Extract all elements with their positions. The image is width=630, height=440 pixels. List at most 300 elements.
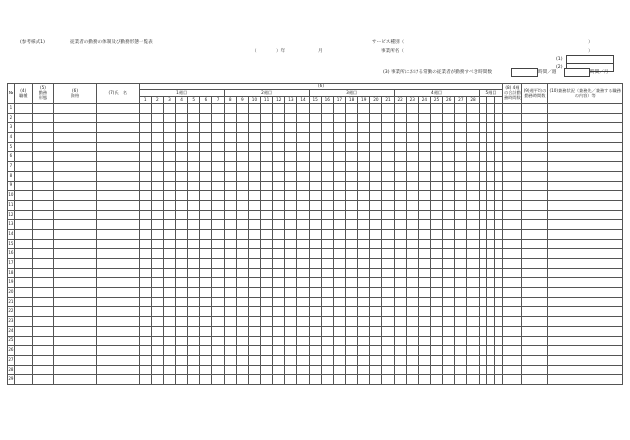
hours-cell[interactable] <box>467 210 479 220</box>
hours-cell[interactable] <box>321 365 333 375</box>
four-week-total-cell[interactable] <box>503 191 522 201</box>
hours-cell[interactable] <box>285 307 297 317</box>
job-type-cell[interactable] <box>14 268 32 278</box>
hours-cell[interactable] <box>188 200 200 210</box>
work-pattern-cell[interactable] <box>32 307 53 317</box>
hours-cell[interactable] <box>188 104 200 114</box>
hours-cell[interactable] <box>273 326 285 336</box>
hours-cell[interactable] <box>479 113 487 123</box>
hours-cell[interactable] <box>236 152 248 162</box>
hours-cell[interactable] <box>455 259 467 269</box>
hours-cell[interactable] <box>163 123 175 133</box>
four-week-total-cell[interactable] <box>503 249 522 259</box>
four-week-total-cell[interactable] <box>503 375 522 385</box>
hours-cell[interactable] <box>455 220 467 230</box>
hours-cell[interactable] <box>139 239 151 249</box>
hours-cell[interactable] <box>285 104 297 114</box>
hours-cell[interactable] <box>495 142 503 152</box>
hours-cell[interactable] <box>309 259 321 269</box>
name-cell[interactable] <box>96 326 139 336</box>
hours-cell[interactable] <box>467 152 479 162</box>
hours-cell[interactable] <box>394 191 406 201</box>
hours-cell[interactable] <box>139 152 151 162</box>
qualification-cell[interactable] <box>54 239 97 249</box>
hours-cell[interactable] <box>309 355 321 365</box>
hours-cell[interactable] <box>285 171 297 181</box>
hours-cell[interactable] <box>224 133 236 143</box>
hours-cell[interactable] <box>495 181 503 191</box>
work-pattern-cell[interactable] <box>32 239 53 249</box>
hours-cell[interactable] <box>248 355 260 365</box>
hours-cell[interactable] <box>285 336 297 346</box>
hours-cell[interactable] <box>236 220 248 230</box>
hours-cell[interactable] <box>261 249 273 259</box>
hours-cell[interactable] <box>248 268 260 278</box>
hours-cell[interactable] <box>321 133 333 143</box>
four-week-total-cell[interactable] <box>503 326 522 336</box>
hours-cell[interactable] <box>139 191 151 201</box>
hours-cell[interactable] <box>346 268 358 278</box>
hours-cell[interactable] <box>261 123 273 133</box>
qualification-cell[interactable] <box>54 181 97 191</box>
concurrent-duty-cell[interactable] <box>548 375 623 385</box>
hours-cell[interactable] <box>236 326 248 336</box>
hours-cell[interactable] <box>297 142 309 152</box>
hours-cell[interactable] <box>212 259 224 269</box>
hours-cell[interactable] <box>273 249 285 259</box>
hours-cell[interactable] <box>495 133 503 143</box>
hours-cell[interactable] <box>151 113 163 123</box>
hours-cell[interactable] <box>394 133 406 143</box>
qualification-cell[interactable] <box>54 326 97 336</box>
hours-cell[interactable] <box>248 142 260 152</box>
hours-cell[interactable] <box>297 346 309 356</box>
hours-cell[interactable] <box>487 133 495 143</box>
work-pattern-cell[interactable] <box>32 229 53 239</box>
work-pattern-cell[interactable] <box>32 259 53 269</box>
hours-cell[interactable] <box>333 346 345 356</box>
hours-cell[interactable] <box>224 365 236 375</box>
hours-cell[interactable] <box>333 297 345 307</box>
hours-cell[interactable] <box>236 259 248 269</box>
hours-cell[interactable] <box>479 355 487 365</box>
hours-cell[interactable] <box>443 104 455 114</box>
hours-cell[interactable] <box>487 355 495 365</box>
hours-cell[interactable] <box>200 113 212 123</box>
hours-cell[interactable] <box>455 326 467 336</box>
hours-cell[interactable] <box>273 317 285 327</box>
hours-cell[interactable] <box>333 336 345 346</box>
hours-cell[interactable] <box>495 249 503 259</box>
hours-cell[interactable] <box>224 336 236 346</box>
hours-cell[interactable] <box>273 365 285 375</box>
hours-cell[interactable] <box>479 229 487 239</box>
hours-cell[interactable] <box>200 346 212 356</box>
hours-cell[interactable] <box>285 259 297 269</box>
concurrent-duty-cell[interactable] <box>548 278 623 288</box>
hours-cell[interactable] <box>248 278 260 288</box>
concurrent-duty-cell[interactable] <box>548 326 623 336</box>
hours-cell[interactable] <box>309 113 321 123</box>
hours-cell[interactable] <box>139 278 151 288</box>
hours-cell[interactable] <box>212 375 224 385</box>
hours-cell[interactable] <box>333 210 345 220</box>
hours-cell[interactable] <box>273 220 285 230</box>
hours-cell[interactable] <box>200 133 212 143</box>
hours-cell[interactable] <box>455 288 467 298</box>
hours-cell[interactable] <box>358 336 370 346</box>
hours-cell[interactable] <box>406 133 418 143</box>
hours-cell[interactable] <box>370 142 382 152</box>
hours-cell[interactable] <box>236 288 248 298</box>
name-cell[interactable] <box>96 191 139 201</box>
qualification-cell[interactable] <box>54 288 97 298</box>
job-type-cell[interactable] <box>14 326 32 336</box>
hours-cell[interactable] <box>163 355 175 365</box>
hours-cell[interactable] <box>163 365 175 375</box>
hours-cell[interactable] <box>406 142 418 152</box>
hours-cell[interactable] <box>224 317 236 327</box>
hours-cell[interactable] <box>382 220 394 230</box>
hours-cell[interactable] <box>285 249 297 259</box>
hours-cell[interactable] <box>487 297 495 307</box>
hours-cell[interactable] <box>297 200 309 210</box>
hours-cell[interactable] <box>455 278 467 288</box>
hours-cell[interactable] <box>261 346 273 356</box>
weekly-average-cell[interactable] <box>522 200 548 210</box>
hours-cell[interactable] <box>248 336 260 346</box>
hours-cell[interactable] <box>495 191 503 201</box>
hours-cell[interactable] <box>273 346 285 356</box>
four-week-total-cell[interactable] <box>503 152 522 162</box>
hours-cell[interactable] <box>151 239 163 249</box>
hours-cell[interactable] <box>431 162 443 172</box>
hours-cell[interactable] <box>261 200 273 210</box>
hours-cell[interactable] <box>321 355 333 365</box>
hours-cell[interactable] <box>358 229 370 239</box>
hours-cell[interactable] <box>297 104 309 114</box>
hours-cell[interactable] <box>321 346 333 356</box>
hours-cell[interactable] <box>418 336 430 346</box>
hours-cell[interactable] <box>248 113 260 123</box>
job-type-cell[interactable] <box>14 152 32 162</box>
hours-cell[interactable] <box>487 210 495 220</box>
qualification-cell[interactable] <box>54 123 97 133</box>
hours-cell[interactable] <box>455 200 467 210</box>
hours-cell[interactable] <box>236 229 248 239</box>
hours-cell[interactable] <box>333 171 345 181</box>
hours-cell[interactable] <box>188 162 200 172</box>
hours-cell[interactable] <box>321 229 333 239</box>
work-pattern-cell[interactable] <box>32 123 53 133</box>
hours-cell[interactable] <box>285 210 297 220</box>
hours-cell[interactable] <box>321 152 333 162</box>
hours-cell[interactable] <box>261 365 273 375</box>
hours-cell[interactable] <box>200 181 212 191</box>
job-type-cell[interactable] <box>14 278 32 288</box>
four-week-total-cell[interactable] <box>503 181 522 191</box>
hours-cell[interactable] <box>418 288 430 298</box>
hours-cell[interactable] <box>467 104 479 114</box>
concurrent-duty-cell[interactable] <box>548 142 623 152</box>
hours-cell[interactable] <box>431 133 443 143</box>
hours-cell[interactable] <box>346 210 358 220</box>
hours-cell[interactable] <box>309 220 321 230</box>
hours-cell[interactable] <box>467 268 479 278</box>
hours-cell[interactable] <box>261 152 273 162</box>
hours-cell[interactable] <box>200 123 212 133</box>
hours-cell[interactable] <box>188 288 200 298</box>
hours-cell[interactable] <box>467 346 479 356</box>
hours-cell[interactable] <box>382 171 394 181</box>
hours-cell[interactable] <box>443 181 455 191</box>
hours-cell[interactable] <box>163 210 175 220</box>
hours-cell[interactable] <box>261 268 273 278</box>
name-cell[interactable] <box>96 239 139 249</box>
hours-cell[interactable] <box>285 123 297 133</box>
hours-cell[interactable] <box>321 162 333 172</box>
hours-cell[interactable] <box>261 162 273 172</box>
hours-cell[interactable] <box>394 268 406 278</box>
hours-cell[interactable] <box>370 104 382 114</box>
hours-cell[interactable] <box>321 104 333 114</box>
hours-cell[interactable] <box>333 191 345 201</box>
hours-cell[interactable] <box>176 210 188 220</box>
hours-cell[interactable] <box>418 239 430 249</box>
hours-cell[interactable] <box>163 142 175 152</box>
hours-cell[interactable] <box>176 355 188 365</box>
hours-cell[interactable] <box>297 181 309 191</box>
hours-cell[interactable] <box>443 249 455 259</box>
work-pattern-cell[interactable] <box>32 133 53 143</box>
hours-cell[interactable] <box>297 317 309 327</box>
job-type-cell[interactable] <box>14 200 32 210</box>
hours-cell[interactable] <box>188 355 200 365</box>
hours-cell[interactable] <box>418 346 430 356</box>
work-pattern-cell[interactable] <box>32 297 53 307</box>
hours-cell[interactable] <box>431 249 443 259</box>
hours-cell[interactable] <box>431 336 443 346</box>
hours-cell[interactable] <box>273 259 285 269</box>
work-pattern-cell[interactable] <box>32 152 53 162</box>
hours-cell[interactable] <box>487 113 495 123</box>
hours-cell[interactable] <box>285 133 297 143</box>
hours-cell[interactable] <box>333 326 345 336</box>
hours-cell[interactable] <box>212 249 224 259</box>
name-cell[interactable] <box>96 229 139 239</box>
weekly-average-cell[interactable] <box>522 268 548 278</box>
hours-cell[interactable] <box>431 200 443 210</box>
hours-cell[interactable] <box>467 181 479 191</box>
hours-cell[interactable] <box>443 123 455 133</box>
hours-cell[interactable] <box>309 191 321 201</box>
hours-cell[interactable] <box>455 181 467 191</box>
hours-cell[interactable] <box>200 268 212 278</box>
hours-cell[interactable] <box>487 181 495 191</box>
hours-cell[interactable] <box>495 229 503 239</box>
hours-cell[interactable] <box>443 297 455 307</box>
hours-cell[interactable] <box>467 123 479 133</box>
hours-cell[interactable] <box>163 326 175 336</box>
hours-cell[interactable] <box>224 171 236 181</box>
hours-cell[interactable] <box>443 171 455 181</box>
hours-cell[interactable] <box>418 200 430 210</box>
work-pattern-cell[interactable] <box>32 278 53 288</box>
hours-cell[interactable] <box>176 317 188 327</box>
name-cell[interactable] <box>96 375 139 385</box>
hours-cell[interactable] <box>418 210 430 220</box>
hours-cell[interactable] <box>479 239 487 249</box>
hours-cell[interactable] <box>406 346 418 356</box>
hours-cell[interactable] <box>139 142 151 152</box>
hours-cell[interactable] <box>333 162 345 172</box>
hours-cell[interactable] <box>479 152 487 162</box>
hours-cell[interactable] <box>285 181 297 191</box>
hours-cell[interactable] <box>487 326 495 336</box>
hours-cell[interactable] <box>151 336 163 346</box>
hours-cell[interactable] <box>151 268 163 278</box>
hours-cell[interactable] <box>382 200 394 210</box>
hours-cell[interactable] <box>176 336 188 346</box>
four-week-total-cell[interactable] <box>503 200 522 210</box>
concurrent-duty-cell[interactable] <box>548 191 623 201</box>
work-pattern-cell[interactable] <box>32 191 53 201</box>
hours-cell[interactable] <box>431 104 443 114</box>
hours-cell[interactable] <box>418 268 430 278</box>
name-cell[interactable] <box>96 210 139 220</box>
hours-cell[interactable] <box>382 239 394 249</box>
hours-cell[interactable] <box>224 268 236 278</box>
name-cell[interactable] <box>96 142 139 152</box>
hours-cell[interactable] <box>358 220 370 230</box>
hours-cell[interactable] <box>236 307 248 317</box>
hours-cell[interactable] <box>236 181 248 191</box>
hours-cell[interactable] <box>151 152 163 162</box>
hours-cell[interactable] <box>346 317 358 327</box>
hours-cell[interactable] <box>479 123 487 133</box>
hours-cell[interactable] <box>151 278 163 288</box>
hours-cell[interactable] <box>224 326 236 336</box>
name-cell[interactable] <box>96 278 139 288</box>
hours-cell[interactable] <box>406 259 418 269</box>
hours-cell[interactable] <box>467 317 479 327</box>
hours-cell[interactable] <box>188 113 200 123</box>
hours-cell[interactable] <box>418 133 430 143</box>
hours-cell[interactable] <box>321 239 333 249</box>
hours-cell[interactable] <box>443 375 455 385</box>
hours-cell[interactable] <box>176 239 188 249</box>
hours-cell[interactable] <box>188 171 200 181</box>
weekly-average-cell[interactable] <box>522 288 548 298</box>
qualification-cell[interactable] <box>54 152 97 162</box>
hours-cell[interactable] <box>495 346 503 356</box>
hours-cell[interactable] <box>285 142 297 152</box>
hours-cell[interactable] <box>163 297 175 307</box>
job-type-cell[interactable] <box>14 229 32 239</box>
name-cell[interactable] <box>96 200 139 210</box>
hours-cell[interactable] <box>176 142 188 152</box>
weekly-average-cell[interactable] <box>522 142 548 152</box>
hours-cell[interactable] <box>370 317 382 327</box>
hours-cell[interactable] <box>406 104 418 114</box>
hours-cell[interactable] <box>139 355 151 365</box>
hours-cell[interactable] <box>455 355 467 365</box>
hours-cell[interactable] <box>358 297 370 307</box>
hours-cell[interactable] <box>285 220 297 230</box>
hours-cell[interactable] <box>212 355 224 365</box>
hours-cell[interactable] <box>358 365 370 375</box>
job-type-cell[interactable] <box>14 249 32 259</box>
hours-cell[interactable] <box>394 113 406 123</box>
hours-cell[interactable] <box>188 326 200 336</box>
hours-cell[interactable] <box>418 365 430 375</box>
hours-cell[interactable] <box>212 297 224 307</box>
hours-cell[interactable] <box>431 326 443 336</box>
hours-cell[interactable] <box>346 171 358 181</box>
concurrent-duty-cell[interactable] <box>548 113 623 123</box>
hours-cell[interactable] <box>406 268 418 278</box>
four-week-total-cell[interactable] <box>503 259 522 269</box>
hours-cell[interactable] <box>321 123 333 133</box>
hours-cell[interactable] <box>467 336 479 346</box>
hours-cell[interactable] <box>370 123 382 133</box>
hours-cell[interactable] <box>467 191 479 201</box>
concurrent-duty-cell[interactable] <box>548 123 623 133</box>
hours-cell[interactable] <box>212 229 224 239</box>
hours-cell[interactable] <box>370 278 382 288</box>
hours-cell[interactable] <box>321 326 333 336</box>
hours-cell[interactable] <box>346 239 358 249</box>
hours-cell[interactable] <box>455 210 467 220</box>
hours-cell[interactable] <box>467 220 479 230</box>
hours-cell[interactable] <box>346 191 358 201</box>
hours-cell[interactable] <box>176 297 188 307</box>
hours-cell[interactable] <box>212 142 224 152</box>
hours-cell[interactable] <box>163 113 175 123</box>
hours-cell[interactable] <box>273 268 285 278</box>
hours-cell[interactable] <box>418 297 430 307</box>
hours-cell[interactable] <box>200 365 212 375</box>
hours-cell[interactable] <box>455 113 467 123</box>
hours-cell[interactable] <box>321 307 333 317</box>
hours-cell[interactable] <box>487 288 495 298</box>
hours-cell[interactable] <box>346 249 358 259</box>
hours-cell[interactable] <box>370 229 382 239</box>
hours-cell[interactable] <box>248 171 260 181</box>
hours-cell[interactable] <box>487 104 495 114</box>
hours-cell[interactable] <box>248 220 260 230</box>
hours-cell[interactable] <box>163 346 175 356</box>
hours-cell[interactable] <box>467 375 479 385</box>
hours-cell[interactable] <box>200 104 212 114</box>
hours-cell[interactable] <box>200 317 212 327</box>
hours-cell[interactable] <box>151 210 163 220</box>
hours-cell[interactable] <box>394 162 406 172</box>
hours-cell[interactable] <box>139 200 151 210</box>
weekly-average-cell[interactable] <box>522 297 548 307</box>
hours-cell[interactable] <box>333 365 345 375</box>
hours-cell[interactable] <box>273 162 285 172</box>
hours-cell[interactable] <box>224 152 236 162</box>
hours-cell[interactable] <box>495 220 503 230</box>
hours-cell[interactable] <box>261 210 273 220</box>
work-pattern-cell[interactable] <box>32 162 53 172</box>
qualification-cell[interactable] <box>54 104 97 114</box>
four-week-total-cell[interactable] <box>503 123 522 133</box>
hours-cell[interactable] <box>358 307 370 317</box>
hours-cell[interactable] <box>431 229 443 239</box>
hours-cell[interactable] <box>406 152 418 162</box>
